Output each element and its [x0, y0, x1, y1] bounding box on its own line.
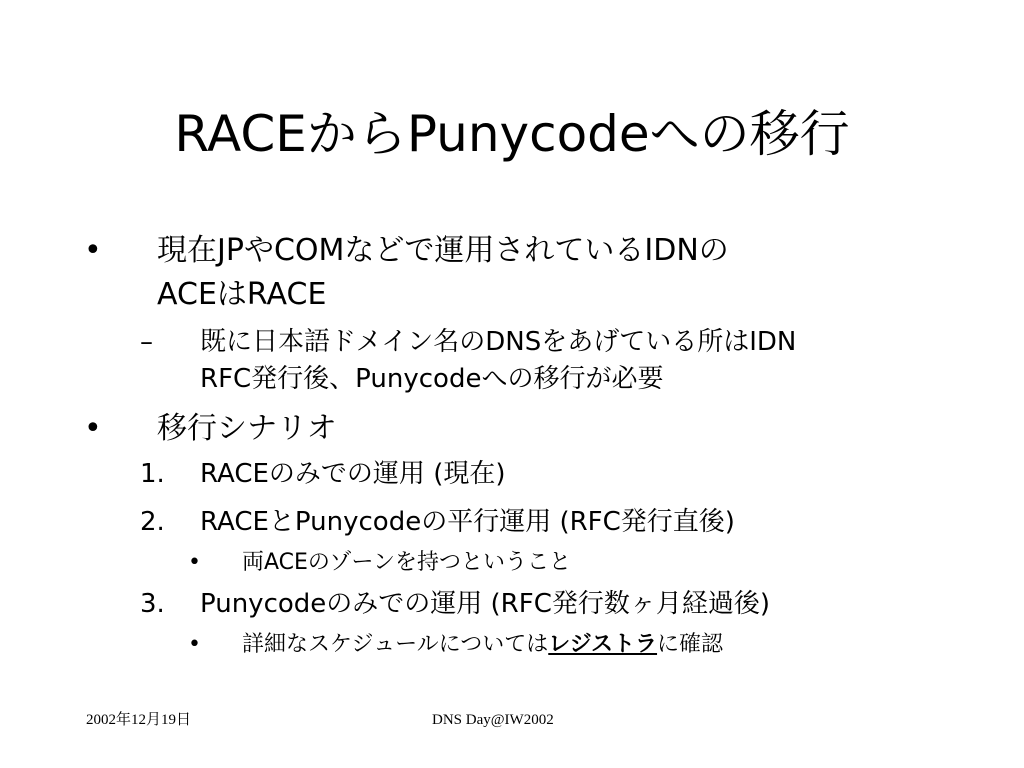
emphasized-term: レジストラ: [548, 632, 658, 657]
step-text: Punycodeのみでの運用 (RFC発行数ヶ月経過後): [200, 589, 770, 619]
bullet-text-continued: ACEはRACE: [157, 277, 327, 312]
step-text: RACEのみでの運用 (現在): [200, 459, 506, 489]
detail-marker: •: [188, 632, 201, 657]
detail-text: [242, 630, 723, 660]
bullet-marker: •: [84, 233, 102, 268]
step-number: 2.: [140, 507, 165, 537]
detail-text-before: 詳細なスケジュールについては: [242, 632, 549, 657]
detail-text-after: に確認: [657, 632, 724, 657]
slide-title: RACEからPunycodeへの移行: [174, 105, 850, 163]
bullet-text: 現在JPやCOMなどで運用されているIDNの: [157, 233, 729, 268]
footer-date: 2002年12月19日: [86, 712, 192, 728]
dash-marker: –: [140, 327, 153, 357]
footer-event: DNS Day@IW2002: [432, 712, 554, 728]
detail-marker: •: [188, 550, 201, 575]
bullet-text: 移行シナリオ: [157, 411, 337, 446]
step-number: 3.: [140, 589, 165, 619]
sub-bullet-text: 既に日本語ドメイン名のDNSをあげている所はIDN: [200, 327, 797, 357]
detail-text: 両ACEのゾーンを持つということ: [242, 550, 572, 575]
step-number: 1.: [140, 459, 165, 489]
sub-bullet-text-continued: RFC発行後、Punycodeへの移行が必要: [200, 364, 664, 394]
step-text: RACEとPunycodeの平行運用 (RFC発行直後): [200, 507, 735, 537]
bullet-marker: •: [84, 411, 102, 446]
